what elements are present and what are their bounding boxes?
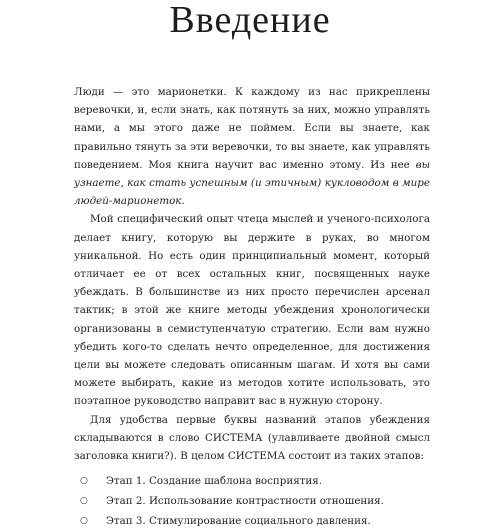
paragraph-intro-emphasis: вы узнаете, как стать успешным (и этичным) кукловодом в мире людей-марионеток. xyxy=(74,158,430,208)
steps-list xyxy=(74,471,430,531)
circle-bullet-icon: ○ xyxy=(80,476,88,487)
list-item xyxy=(74,471,430,491)
list-item-text: Этап 3. Стимулирование социального давления. xyxy=(106,515,371,528)
list-item xyxy=(74,491,430,511)
paragraph-system: Для удобства первые буквы названий этапов убеждения складываются в слово СИСТЕМА (улавливаете двойной смысл заголовка книги?). В целом СИСТЕМА состоит из таких этапов: xyxy=(74,413,430,463)
list-item-text: Этап 1. Создание шаблона восприятия. xyxy=(106,475,323,488)
paragraph-intro xyxy=(74,83,430,210)
circle-bullet-icon: ○ xyxy=(80,496,88,507)
chapter-body xyxy=(74,83,430,531)
paragraph-experience: Мой специфический опыт чтеца мыслей и ученого-психолога делает книгу, которую вы держите в руках, во многом уникальной. Но есть один принципиальный момент, который отличает ее от всех остальных книг, посвященных науке убеждать. В большинстве из них просто перечислен арсенал тактик; в этой же книге методы убеждения хронологически организованы в семиступенчатую стратегию. Если вам нужно убедить кого-то сделать нечто определенное, для достижения цели вы можете следовать описанным шагам. И хотя вы сами можете выбирать, какие из методов хотите использовать, это поэтапное руководство направит вас в нужную сторону. xyxy=(74,213,430,408)
list-item xyxy=(74,511,430,531)
circle-bullet-icon: ○ xyxy=(80,516,88,527)
chapter-title: Введение xyxy=(169,0,331,41)
paragraph-intro-text: Люди — это марионетки. К каждому из нас прикреплены веревочки, и, если знать, как потянуть за них, можно управлять нами, а мы этого даже не поймем. Если вы знаете, как правильно тянуть за эти веревочки, то вы знаете, как управлять поведением. Моя книга научит вас именно этому. Из нее xyxy=(74,86,430,171)
list-item-text: Этап 2. Использование контрастности отношения. xyxy=(106,495,384,508)
